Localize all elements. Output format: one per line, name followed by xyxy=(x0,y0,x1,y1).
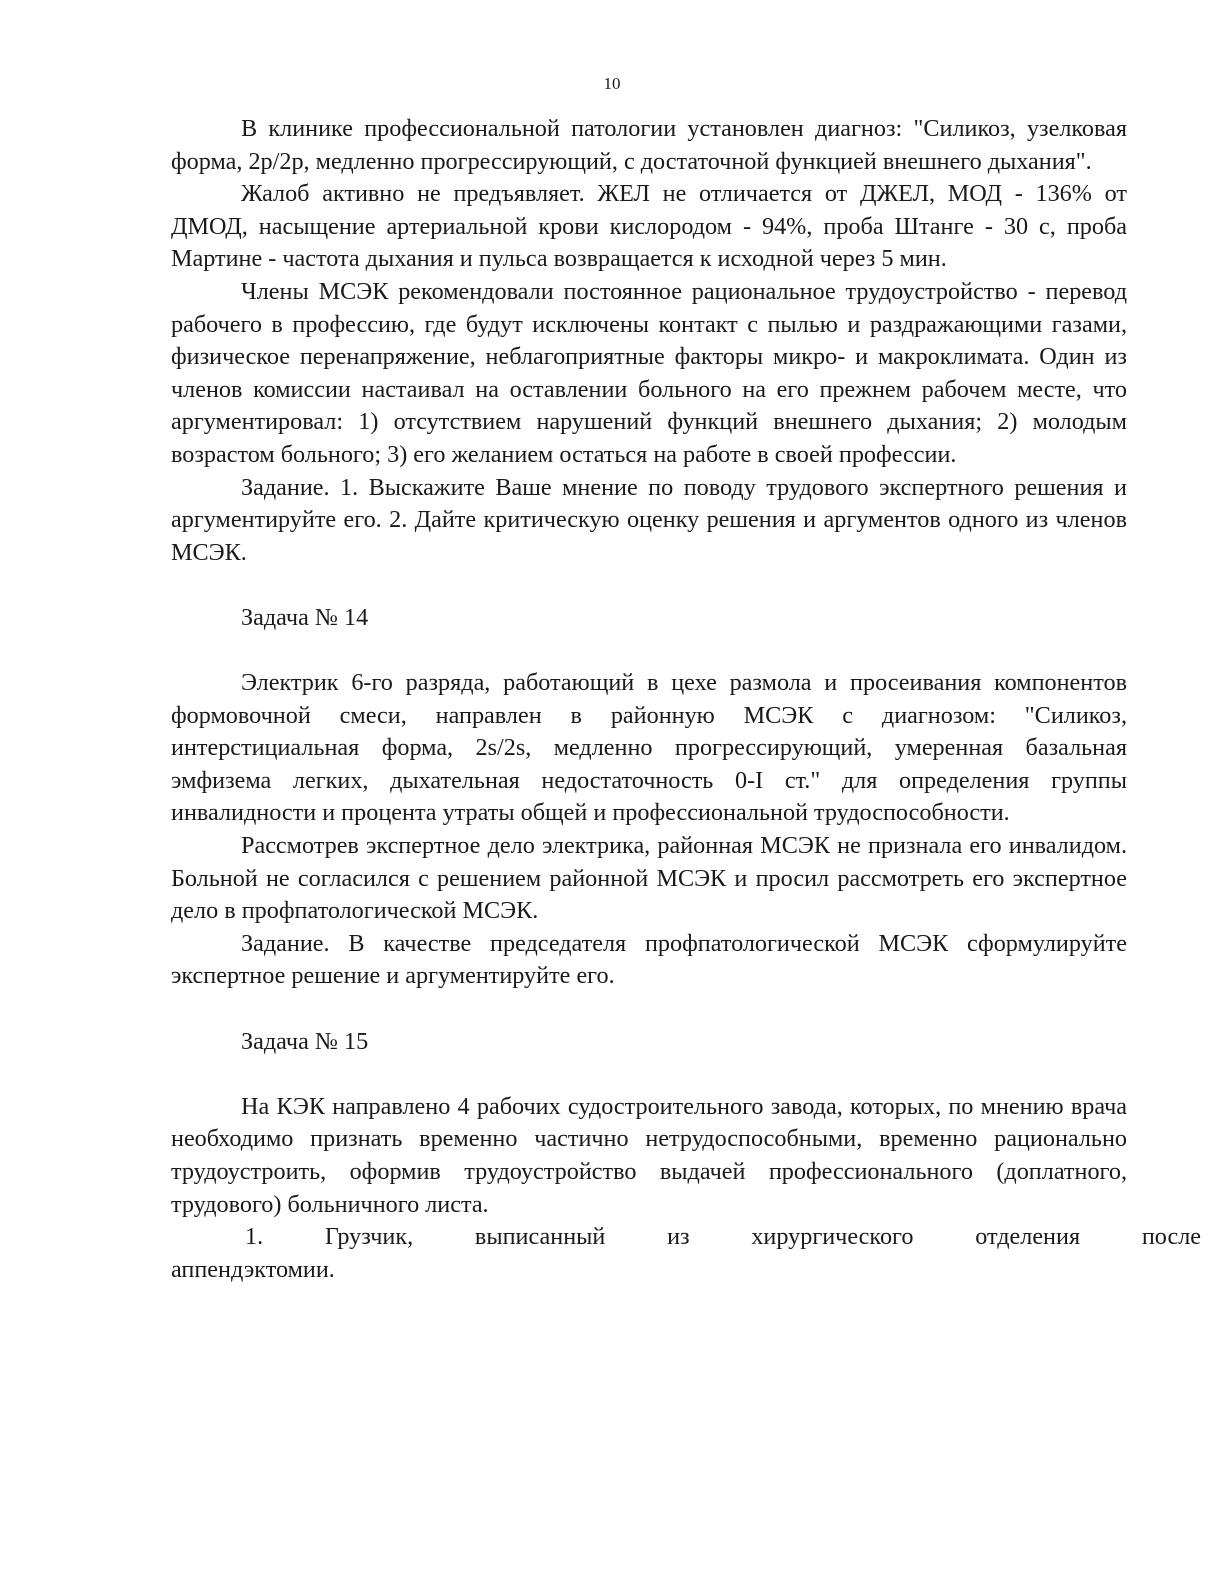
paragraph: На КЭК направлено 4 рабочих судостроительного завода, которых, по мнению врача необходимо признать временно частично нетрудоспособными, временно рационально трудоустроить, оформив трудоустройство выдачей профессионального (доплатного, трудового) больничного листа. xyxy=(171,1092,1127,1218)
list-item-first-line xyxy=(171,1221,1201,1254)
paragraph: Члены МСЭК рекомендовали постоянное рациональное трудоустройство - перевод рабочего в профессию, где будут исключены контакт с пылью и раздражающими газами, физическое перенапряжение, неблагоприятные факторы микро- и макроклимата. Один из членов комиссии настаивал на оставлении больного на его прежнем рабочем месте, что аргументировал: 1) отсутствием нарушений функций внешнего дыхания; 2) молодым возрастом больного; 3) его желанием остаться на работе в своей профессии. xyxy=(171,277,1127,468)
paragraph: В клинике профессиональной патологии установлен диагноз: "Силикоз, узелковая форма, 2p/2p, медленно прогрессирующий, с достаточной функцией внешнего дыхания". xyxy=(171,115,1127,175)
list-word: из xyxy=(667,1223,690,1251)
paragraph: Задание. В качестве председателя профпатологической МСЭК сформулируйте экспертное решение и аргументируйте его. xyxy=(171,929,1127,990)
document-body xyxy=(171,113,1201,1286)
list-word: после xyxy=(1141,1223,1201,1251)
page-number: 10 xyxy=(603,74,621,93)
list-item-continuation: аппендэктомии. xyxy=(171,1255,335,1283)
list-item xyxy=(171,1221,1201,1286)
list-word: отделения xyxy=(975,1223,1081,1251)
paragraph: Электрик 6-го разряда, работающий в цехе размола и просеивания компонентов формовочной смеси, направлен в районную МСЭК с диагнозом: "Силикоз, интерстициальная форма, 2s/2s, медленно прогрессирующий, умеренная базальная эмфизема легких, дыхательная недостаточность 0-I ст." для определения группы инвалидности и процента утраты общей и профессиональной трудоспособности. xyxy=(171,669,1127,827)
list-word: выписанный xyxy=(474,1223,606,1251)
task-14-heading: Задача № 14 xyxy=(241,603,369,631)
paragraph: Задание. 1. Выскажите Ваше мнение по поводу трудового экспертного решения и аргументируйте его. 2. Дайте критическую оценку решения и аргументов одного из членов МСЭК. xyxy=(171,473,1127,566)
list-word: Грузчик, xyxy=(324,1223,414,1251)
list-word: 1. xyxy=(245,1223,264,1251)
task-15-heading: Задача № 15 xyxy=(241,1027,369,1055)
list-word: хирургического xyxy=(751,1223,914,1251)
paragraph: Жалоб активно не предъявляет. ЖЕЛ не отличается от ДЖЕЛ, МОД - 136% от ДМОД, насыщение артериальной крови кислородом - 94%, проба Штанге - 30 с, проба Мартине - частота дыхания и пульса возвращается к исходной через 5 мин. xyxy=(171,180,1127,273)
paragraph: Рассмотрев экспертное дело электрика, районная МСЭК не признала его инвалидом. Больной не согласился с решением районной МСЭК и просил рассмотреть его экспертное дело в профпатологической МСЭК. xyxy=(171,832,1127,925)
